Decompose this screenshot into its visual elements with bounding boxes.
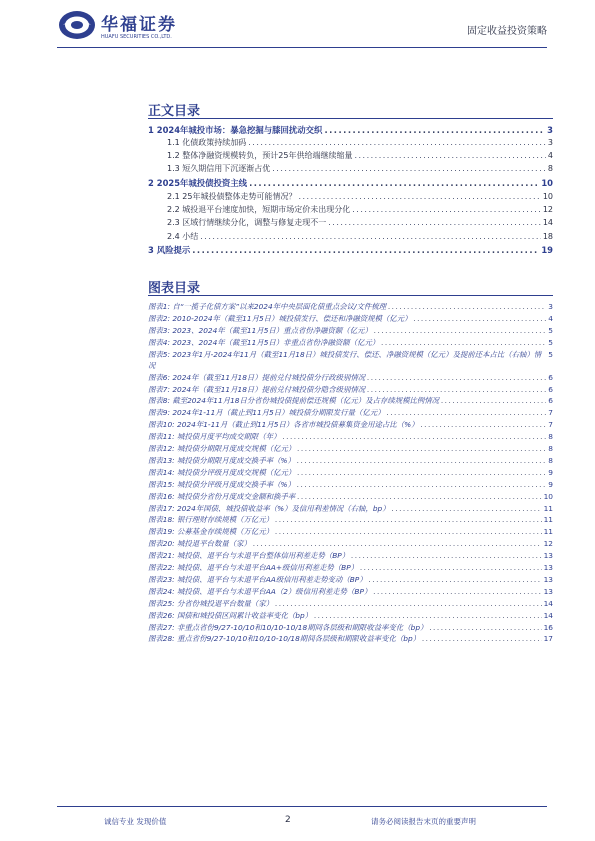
figure-entry[interactable] xyxy=(148,479,553,490)
dot-leader xyxy=(392,504,542,513)
toc-entry[interactable] xyxy=(167,231,553,243)
figure-entry-label: 图表5: 2023年1月-2024年11月（截至11月18日）城投债发行、偿还、净融资规模（亿元）及提前还本占比（右轴）情况 xyxy=(148,349,542,370)
dot-leader xyxy=(388,302,546,311)
figure-entry-label: 图表20: 城投退平台数量（家） xyxy=(148,539,251,549)
toc-entry[interactable] xyxy=(148,124,553,136)
figure-entry[interactable] xyxy=(148,419,553,430)
figure-entry-label: 图表22: 城投债、退平台与未退平台AA+级信用利差走势（BP） xyxy=(148,563,359,572)
figure-entry[interactable] xyxy=(148,538,553,549)
toc-entry-label: 1 2024年城投市场：暴急挖掘与膝回扰动交织 xyxy=(148,125,323,135)
figure-entry-label: 图表23: 城投债、退平台与未退平台AA级信用利差走势变动（BP） xyxy=(148,574,367,584)
dot-leader xyxy=(297,480,546,489)
figure-entry-label: 图表4: 2023、2024年（截至11月5日）非重点省份净融资额（亿元） xyxy=(148,337,380,347)
company-logo xyxy=(57,8,197,46)
figure-entry[interactable] xyxy=(148,503,553,514)
toc-entry-page: 3 xyxy=(547,138,553,147)
dot-leader xyxy=(421,420,547,429)
dot-leader xyxy=(297,456,546,465)
figure-entry[interactable] xyxy=(148,550,553,561)
toc-entry-label: 2 2025年城投债投资主线 xyxy=(148,178,248,188)
figure-entry-page: 11 xyxy=(543,527,553,537)
figure-entry-page: 7 xyxy=(548,408,553,418)
figure-entry[interactable] xyxy=(148,407,553,418)
figure-entry[interactable] xyxy=(148,562,553,573)
figure-entry-page: 7 xyxy=(548,420,553,430)
dot-leader xyxy=(328,218,541,227)
logo-english-name: HUAFU SECURITIES CO.,LTD. xyxy=(101,34,172,40)
figure-entry[interactable] xyxy=(148,467,553,478)
toc-entry-page: 3 xyxy=(547,125,553,135)
figure-entry-label: 图表10: 2024年1-11月（截止到11月5日）各省市城投债募集资金用途占比（%） xyxy=(148,420,419,430)
figure-entry-page: 6 xyxy=(548,384,553,394)
figure-entry-page: 4 xyxy=(548,313,553,323)
toc-entry[interactable] xyxy=(167,150,553,162)
figures-title-rule xyxy=(148,295,553,296)
toc-entry-label: 1.1 化债政策持续加码 xyxy=(167,138,247,147)
dot-leader xyxy=(298,192,540,201)
header-divider xyxy=(57,47,547,48)
dot-leader xyxy=(297,492,541,501)
figure-entry-label: 图表14: 城投债分评级月度成交规模（亿元） xyxy=(148,467,296,477)
dot-leader xyxy=(253,539,542,548)
figure-entry-page: 13 xyxy=(543,551,553,561)
toc-entry-page: 18 xyxy=(542,232,553,241)
figure-entry-label: 图表18: 银行理财存续规模（万亿元） xyxy=(148,515,274,525)
figure-entry-page: 8 xyxy=(548,444,553,453)
toc-entry-page: 8 xyxy=(547,164,553,173)
toc-title-rule xyxy=(148,118,553,119)
figure-entry[interactable] xyxy=(148,574,553,585)
toc-entry[interactable] xyxy=(167,163,553,175)
figure-entry[interactable] xyxy=(148,610,553,621)
toc-entry-label: 1.2 整体净融资规模转负，预计25年供给端继续缩量 xyxy=(167,151,353,160)
figure-entry[interactable] xyxy=(148,372,553,383)
figure-entry-page: 14 xyxy=(543,610,553,620)
figure-entry-page: 10 xyxy=(543,491,553,501)
figure-entry-page: 13 xyxy=(543,574,553,584)
figure-entry-label: 图表2: 2010-2024年（截至11月5日）城投债发行、偿还和净融资规模（亿元） xyxy=(148,313,412,323)
dot-leader xyxy=(192,245,539,255)
toc-title: 正文目录 xyxy=(148,104,201,119)
figure-entry-label: 图表25: 分省份城投退平台数量（家） xyxy=(148,598,274,608)
figure-entry[interactable] xyxy=(148,301,553,312)
toc-entry-label: 2.1 25年城投债整体走势可能情况？ xyxy=(167,192,297,201)
figure-entry[interactable] xyxy=(148,633,553,644)
toc-entry[interactable] xyxy=(167,204,553,216)
figure-entry[interactable] xyxy=(148,622,553,633)
dot-leader xyxy=(275,527,541,536)
figure-entry-label: 图表24: 城投债、退平台与未退平台AA（2）级信用利差走势（BP） xyxy=(148,586,372,596)
toc-entry[interactable] xyxy=(148,177,553,189)
figure-entry[interactable] xyxy=(148,598,553,609)
figure-entry-page: 8 xyxy=(548,432,553,442)
figure-entry-page: 11 xyxy=(543,515,553,525)
figure-entry-page: 16 xyxy=(543,622,553,632)
dot-leader xyxy=(354,151,545,160)
figure-entry-page: 9 xyxy=(548,479,553,489)
page-number: 2 xyxy=(285,815,291,825)
figure-entry-page: 8 xyxy=(548,455,553,465)
figure-entry-page: 13 xyxy=(543,563,553,572)
figure-entry-label: 图表1: 自“一揽子化债方案”以来2024年中央层面化债重点会议/文件梳理 xyxy=(148,302,387,311)
toc-entry[interactable] xyxy=(167,137,553,149)
figure-entry-page: 5 xyxy=(548,349,553,359)
figure-entry-page: 5 xyxy=(548,337,553,347)
figure-entry-label: 图表8: 截至2024年11月18日分省份城投债提前偿还规模（亿元）及占存续规模比例情况 xyxy=(148,396,440,406)
dot-leader xyxy=(369,575,542,584)
figure-entry-page: 9 xyxy=(548,467,553,477)
figure-entry-label: 图表12: 城投债分期限月度成交规模（亿元） xyxy=(148,444,296,453)
figure-entry[interactable] xyxy=(148,349,553,371)
figure-entry[interactable] xyxy=(148,455,553,466)
dot-leader xyxy=(272,164,546,173)
figure-entry[interactable] xyxy=(148,431,553,442)
figure-entry-label: 图表3: 2023、2024年（截至11月5日）重点省份净融资额（亿元） xyxy=(148,325,372,335)
dot-leader xyxy=(200,232,541,241)
dot-leader xyxy=(387,408,547,417)
dot-leader xyxy=(314,611,542,620)
toc-entry-page: 14 xyxy=(542,218,553,227)
dot-leader xyxy=(413,314,546,323)
dot-leader xyxy=(275,599,541,608)
figure-entry-page: 13 xyxy=(543,586,553,596)
footer-divider xyxy=(57,806,547,807)
figure-entry-label: 图表17: 2024年国债、城投债收益率（%）及信用利差情况（右轴，bp） xyxy=(148,503,390,513)
dot-leader xyxy=(297,444,546,453)
figure-entry[interactable] xyxy=(148,491,553,502)
figure-entry-label: 图表6: 2024年（截至11月18日）提前兑付城投债分行政级别情况 xyxy=(148,372,366,382)
toc-entry-label: 3 风险提示 xyxy=(148,245,191,255)
figure-entry-page: 17 xyxy=(543,634,553,644)
figure-entry[interactable] xyxy=(148,395,553,406)
figure-entry[interactable] xyxy=(148,313,553,324)
figure-entry-page: 14 xyxy=(543,598,553,608)
dot-leader xyxy=(249,178,539,188)
figure-entry[interactable] xyxy=(148,384,553,395)
figure-entry-label: 图表21: 城投债、退平台与未退平台整体信用利差走势（BP） xyxy=(148,551,350,561)
figure-entry-label: 图表9: 2024年1-11月（截止到11月5日）城投债分期限发行量（亿元） xyxy=(148,408,385,418)
logo-chinese-name: 华福证券 xyxy=(101,15,177,35)
dot-leader xyxy=(360,563,542,572)
dot-leader xyxy=(367,373,546,382)
dot-leader xyxy=(352,205,541,214)
dot-leader xyxy=(374,326,546,335)
figure-entry-label: 图表7: 2024年（截至11月18日）提前兑付城投债分隐含级别情况 xyxy=(148,384,366,394)
figure-entry-label: 图表15: 城投债分评级月度成交换手率（%） xyxy=(148,479,295,489)
dot-leader xyxy=(275,515,541,524)
footer-disclaimer: 请务必阅读报告末页的重要声明 xyxy=(371,817,476,826)
figure-entry[interactable] xyxy=(148,586,553,597)
toc-entry-page: 4 xyxy=(547,151,553,160)
logo-mark-icon xyxy=(57,8,97,42)
toc-entry-label: 2.3 区域行情继续分化，调整与修复走现不一 xyxy=(167,218,327,227)
figure-entry-page: 12 xyxy=(543,539,553,549)
figure-entry[interactable] xyxy=(148,443,553,454)
figure-entry[interactable] xyxy=(148,325,553,336)
figure-entry-label: 图表19: 公募基金存续规模（万亿元） xyxy=(148,527,274,537)
figure-entry-page: 6 xyxy=(548,372,553,382)
figure-entry-page: 3 xyxy=(548,302,553,311)
page-header xyxy=(0,0,595,50)
footer-slogan: 诚信专业 发现价值 xyxy=(104,817,167,826)
toc-entry-page: 10 xyxy=(541,178,553,188)
dot-leader xyxy=(324,125,545,135)
figure-entry[interactable] xyxy=(148,337,553,348)
toc-entry-page: 10 xyxy=(542,192,553,201)
toc-entry[interactable] xyxy=(167,191,553,203)
figure-entry-label: 图表27: 非重点省份9/27-10/10和10/10-10/18期间各层级和期限收益率变化（bp） xyxy=(148,622,428,632)
toc-entry[interactable] xyxy=(148,244,553,256)
toc-entry-label: 1.3 短久期信用下沉逐渐占优 xyxy=(167,164,271,173)
toc-entry-label: 2.2 城投退平台速度加快，短期市场定价未出现分化 xyxy=(167,205,351,214)
figure-entry-label: 图表26: 国债和城投债区间累计收益率变化（bp） xyxy=(148,610,313,620)
figure-entry-label: 图表16: 城投债分省份月度成交金额和换手率 xyxy=(148,491,296,501)
dot-leader xyxy=(283,432,547,441)
dot-leader xyxy=(248,138,546,147)
dot-leader xyxy=(297,468,546,477)
figure-entry-page: 5 xyxy=(548,325,553,335)
toc-entry-page: 12 xyxy=(542,205,553,214)
dot-leader xyxy=(422,634,542,643)
figure-entry-label: 图表13: 城投债分期限月度成交换手率（%） xyxy=(148,455,295,465)
dot-leader xyxy=(373,587,541,596)
toc-entry[interactable] xyxy=(167,217,553,229)
figure-entry-page: 6 xyxy=(548,396,553,406)
figure-entry[interactable] xyxy=(148,526,553,537)
dot-leader xyxy=(351,551,541,560)
figure-entry-page: 11 xyxy=(543,503,553,513)
figures-title: 图表目录 xyxy=(148,281,201,296)
dot-leader xyxy=(441,396,546,405)
toc-entry-label: 2.4 小结 xyxy=(167,232,199,241)
dot-leader xyxy=(429,623,541,632)
figure-entry-label: 图表11: 城投债月度平均成交期限（年） xyxy=(148,432,281,442)
dot-leader xyxy=(381,338,546,347)
dot-leader xyxy=(367,385,546,394)
report-type-label: 固定收益投资策略 xyxy=(467,26,547,37)
figure-entry[interactable] xyxy=(148,514,553,525)
toc-entry-page: 19 xyxy=(541,245,553,255)
figure-entry-label: 图表28: 重点省份9/27-10/10和10/10-10/18期间各层级和期限收益率变化（bp） xyxy=(148,634,421,644)
